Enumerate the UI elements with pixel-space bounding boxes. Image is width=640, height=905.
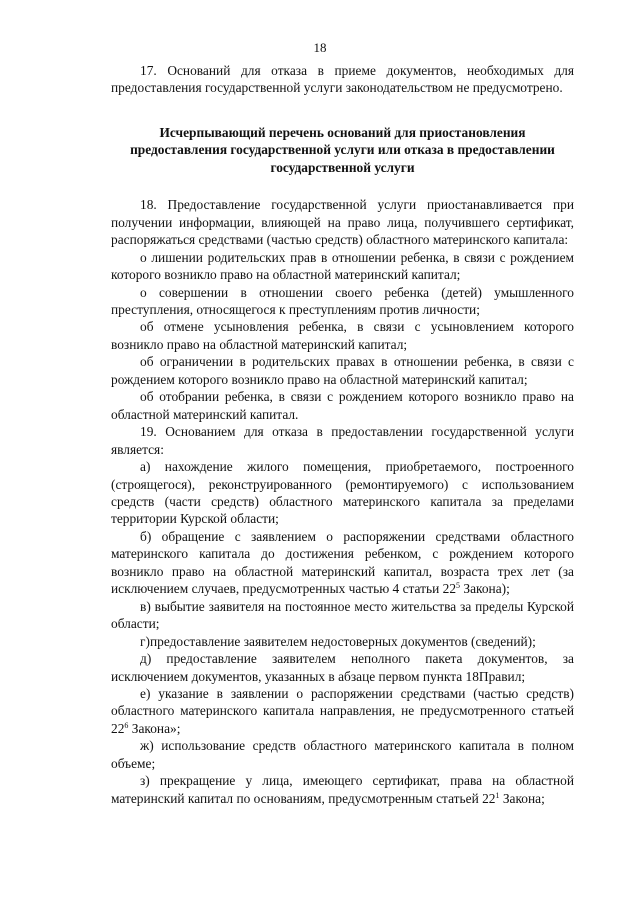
paragraph-18-item-5: об отобрании ребенка, в связи с рождением которого возникло право на областной материнский капитал. [111,389,574,422]
paragraph-19-d: д) предоставление заявителем неполного пакета документов, за исключением документов, указанных в абзаце первом пункта 18Правил; [111,651,574,684]
paragraph-18: 18. Предоставление государственной услуги приостанавливается при получении информации, влияющей на право лица, получившего сертификат, распоряжаться средствами (частью средств) областного материнского капитала: [111,197,574,248]
paragraph-19: 19. Основанием для отказа в предоставлении государственной услуги является: [111,424,574,457]
heading-line-2: предоставления государственной услуги или отказа в предоставлении [130,142,555,158]
paragraph-19-e-sup: 6 [124,720,129,730]
paragraph-19-z-text: з) прекращение у лица, имеющего сертификат, права на областной материнский капитал по основаниям, предусмотренным статьей 22 [111,773,574,806]
paragraph-19-e-tail: Закона»; [128,720,181,736]
paragraph-19-v: в) выбытие заявителя на постоянное место жительства за пределы Курской области; [111,598,574,632]
paragraph-19-b-text: б) обращение с заявлением о распоряжении средствами областного материнского капитала до достижения ребенком, с рождением которого возникло право на областной материнский капитал, возраста трех лет (за исключением случаев, предусмотренных частью 4 статьи 22 [111,528,574,597]
paragraph-19-e [111,685,574,737]
document-body [111,62,574,807]
paragraph-19-g: г)предоставление заявителем недостоверных документов (сведений); [140,633,536,649]
section-heading [111,124,574,176]
paragraph-19-e-text: е) указание в заявлении о распоряжении средствами (частью средств) областного материнского капитала направления, не предусмотренного статьей 22 [111,685,574,736]
paragraph-18-item-2: о совершении в отношении своего ребенка (детей) умышленного преступления, относящегося к преступлениям против личности; [111,284,574,317]
paragraph-18-item-1: о лишении родительских прав в отношении ребенка, в связи с рождением которого возникло право на областной материнский капитал; [111,249,574,283]
page-number: 18 [313,40,327,55]
paragraph-19-zh: ж) использование средств областного материнского капитала в полном объеме; [111,738,574,771]
paragraph-18-item-4: об ограничении в родительских правах в отношении ребенка, в связи с рождением которого возникло право на областной материнский капитал; [111,354,574,387]
paragraph-19-a: а) нахождение жилого помещения, приобретаемого, построенного (строящегося), реконструированного (ремонтируемого) с использованием средств (части средств) областного материнского капитала за пределами территории Курской области; [111,459,574,527]
heading-line-1: Исчерпывающий перечень оснований для приостановления [159,124,526,140]
paragraph-19-b-sup: 5 [456,581,461,591]
heading-line-3: государственной услуги [270,159,415,175]
paragraph-19-z-tail: Закона; [499,790,545,806]
paragraph-18-item-3: об отмене усыновления ребенка, в связи с усыновлением которого возникло право на областной материнский капитал; [111,319,574,352]
paragraph-17: 17. Оснований для отказа в приеме документов, необходимых для предоставления государственной услуги законодательством не предусмотрено. [111,63,574,96]
paragraph-19-z [111,772,574,807]
paragraph-19-b [111,528,574,598]
paragraph-19-z-sup: 1 [495,790,500,800]
paragraph-19-b-tail: Закона); [460,581,510,597]
